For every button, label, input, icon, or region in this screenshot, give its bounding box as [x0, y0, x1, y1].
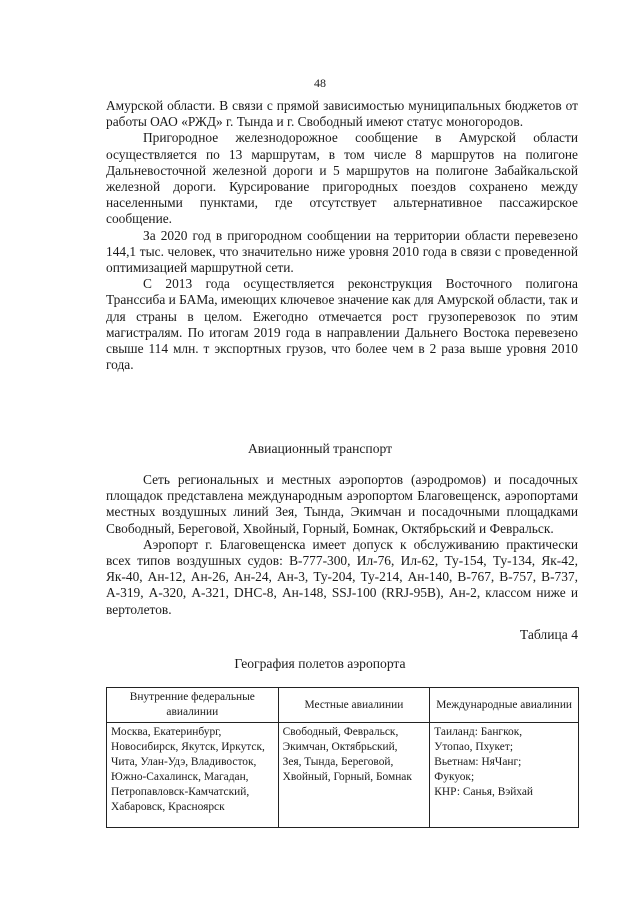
cell-international — [430, 723, 579, 828]
cell-line: Чита, Улан-Удэ, Владивосток, — [111, 756, 257, 768]
cell-line: Вьетнам: НяЧанг; — [434, 756, 522, 768]
table-row — [107, 723, 579, 828]
paragraph: Пригородное железнодорожное сообщение в Амурской области осуществляется по 13 маршрутам, в том числе 8 маршрутов на полигоне Дальневосточной железной дороги и 5 маршрутов на полигоне Забайкальской железной дороги. Курсирование пригородных поездов сохранено между населенными пунктами, где отсутствует альтернативное пассажирское сообщение. — [106, 130, 578, 227]
cell-line: Хабаровск, Красноярск — [111, 801, 225, 813]
cell-line: Южно-Сахалинск, Магадан, — [111, 771, 249, 783]
cell-line: Новосибирск, Якутск, Иркутск, — [111, 741, 265, 753]
cell-line: Экимчан, Октябрьский, — [282, 741, 398, 753]
aviation-text-section — [106, 472, 578, 618]
cell-line: Петропавловск-Камчатский, — [111, 786, 250, 798]
paragraph: Сеть региональных и местных аэропортов (аэродромов) и посадочных площадок представлена международным аэропортом Благовещенск, аэропортами местных воздушных линий Зея, Тында, Экимчан и посадочными площадками Свободный, Береговой, Хвойный, Горный, Бомнак, Октябрьский и Февральск. — [106, 472, 578, 536]
cell-line: Утопао, Пхукет; — [434, 741, 514, 753]
cell-line: Зея, Тында, Береговой, — [282, 756, 394, 768]
cell-line: КНР: Санья, Вэйхай — [434, 786, 534, 798]
table-title: География полетов аэропорта — [234, 656, 406, 671]
body-text-section — [106, 98, 578, 373]
cell-line: Таиланд: Бангкок, — [434, 726, 523, 738]
cell-line: Свободный, Февральск, — [282, 726, 399, 738]
cell-line: Москва, Екатеринбург, — [111, 726, 222, 738]
table-header-row — [107, 688, 579, 723]
paragraph: Амурской области. В связи с прямой зависимостью муниципальных бюджетов от работы ОАО «РЖД» г. Тында и г. Свободный имеют статус моногородов. — [106, 98, 578, 130]
paragraph: С 2013 года осуществляется реконструкция Восточного полигона Транссиба и БАМа, имеющих ключевое значение как для Амурской области, так и для страны в целом. Ежегодно отмечается рост грузоперевозок по этим магистралям. По итогам 2019 года в направлении Дальнего Востока перевезено свыше 114 млн. т экспортных грузов, что более чем в 2 раза выше уровня 2010 года. — [106, 276, 578, 373]
page-number: 48 — [314, 76, 326, 90]
paragraph: Аэропорт г. Благовещенска имеет допуск к обслуживанию практически всех типов воздушных судов: В-777-300, Ил-76, Ил-62, Ту-154, Ту-134, Як-42, Як-40, Ан-12, Ан-26, Ан-24, Ан-3, Ту-204, Ту-214, Ан-140, В-767, В-757, В-737, А-319, А-320, А-321, DHC-8, Ан-148, SSJ-100 (RRJ-95B), Ан-2, классом ниже и вертолетов. — [106, 536, 578, 617]
cell-domestic — [107, 723, 279, 828]
header-international: Международные авиалинии — [430, 688, 579, 723]
flight-geography-table — [106, 687, 579, 828]
section-title: Авиационный транспорт — [247, 441, 393, 456]
cell-local — [278, 723, 430, 828]
table-label: Таблица 4 — [519, 627, 578, 642]
header-domestic: Внутренние федеральные авиалинии — [107, 688, 279, 723]
cell-line: Фукуок; — [434, 771, 475, 783]
cell-line: Хвойный, Горный, Бомнак — [282, 771, 412, 783]
header-local: Местные авиалинии — [278, 688, 430, 723]
paragraph: За 2020 год в пригородном сообщении на территории области перевезено 144,1 тыс. человек, что значительно ниже уровня 2010 года в связи с проведенной оптимизацией маршрутной сети. — [106, 227, 578, 276]
